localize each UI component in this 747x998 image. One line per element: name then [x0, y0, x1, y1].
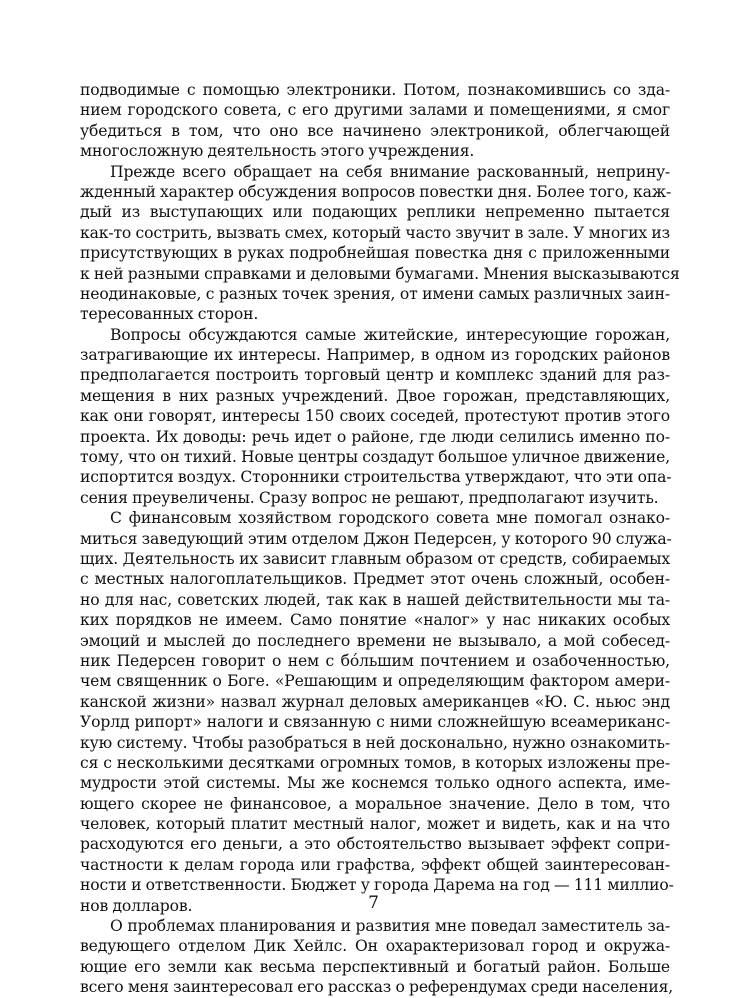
text-line: затрагивающие их интересы. Например, в одном из городских районов [80, 346, 670, 365]
text-line: миться заведующий этим отделом Джон Педерсен, у которого 90 служа- [80, 529, 672, 548]
text-line: с местных налогоплательщиков. Предмет этот очень сложный, особен- [80, 570, 670, 589]
text-line: эмоций и мыслей до последнего времени не вызывало, а мой собесед- [80, 631, 670, 650]
text-line: всего меня заинтересовал его рассказ о референдумах среди населения, [80, 978, 674, 997]
text-line: О проблемах планирования и развития мне поведал заместитель за- [110, 917, 670, 936]
paragraph [80, 916, 674, 998]
text-line: проекта. Их доводы: речь идет о районе, где люди селились именно по- [80, 427, 670, 446]
text-line: ся с несколькими десятками огромных томов, в которых изложены пре- [80, 753, 670, 772]
text-line: дый из выступающих или подающих реплики непременно пытается [80, 203, 670, 222]
text-line: многосложную деятельность этого учреждения. [80, 142, 475, 161]
text-line: неодинаковые, с разных точек зрения, от имени самых различных заин- [80, 284, 670, 303]
text-line: частности к делам города или графства, эффект общей заинтересован- [80, 855, 670, 874]
text-line: но для нас, советских людей, так как в нашей действительности мы та- [80, 590, 670, 609]
text-line: человек, который платит местный налог, может и видеть, как и на что [80, 815, 670, 834]
text-line: тересованных сторон. [80, 305, 259, 324]
text-line: мудрости этой системы. Мы же коснемся только одного аспекта, име- [80, 774, 670, 793]
paragraph [80, 325, 670, 509]
text-line: предполагается построить торговый центр и комплекс зданий для раз- [80, 366, 670, 385]
body-text [80, 80, 680, 998]
paragraph [80, 508, 674, 916]
text-line: к ней разными справками и деловыми бумагами. Мнения высказываются [80, 264, 680, 283]
text-line: тому, что он тихий. Новые центры создадут большое уличное движение, [80, 448, 670, 467]
text-line: канской жизни» назвал журнал деловых американцев «Ю. С. ньюс энд [80, 692, 670, 711]
text-line: Уорлд рипорт» налоги и связанную с ними сложнейшую всеамериканс- [80, 713, 670, 732]
text-line: С финансовым хозяйством городского совета мне помогал ознако- [110, 509, 670, 528]
text-line: ник Педерсен говорит о нем с бо́льшим почтением и озабоченностью, [80, 651, 670, 670]
text-line: расходуются его деньги, а это обстоятельство вызывает эффект сопри- [80, 835, 670, 854]
text-line: присутствующих в руках подробнейшая повестка дня с приложенными [80, 244, 670, 263]
text-line: щих. Деятельность их зависит главным образом от средств, собираемых [80, 549, 670, 568]
text-line: ности и ответственности. Бюджет у города Дарема на год — 111 миллио- [80, 876, 674, 895]
text-line: мещения в них разных учреждений. Двое горожан, представляющих, [80, 386, 670, 405]
text-line: ких порядков не имеем. Само понятие «налог» у нас никаких особых [80, 611, 670, 630]
text-line: ведующего отделом Дик Хейлс. Он охарактеризовал город и окружа- [80, 937, 670, 956]
page-number: 7 [368, 893, 379, 913]
text-line: как они говорят, интересы 150 своих соседей, протестуют против этого [80, 407, 670, 426]
text-line: убедиться в том, что оно все начинено электроникой, облегчающей [80, 121, 670, 140]
text-line: нием городского совета, с его другими залами и помещениями, я смог [80, 101, 670, 120]
text-line: испортится воздух. Сторонники строительства утверждают, что эти опа- [80, 468, 672, 487]
paragraph [80, 162, 680, 325]
text-line: как-то сострить, вызвать смех, который часто звучит в зале. У многих из [80, 223, 670, 242]
text-line: Вопросы обсуждаются самые житейские, интересующие горожан, [110, 325, 670, 344]
text-line: кую систему. Чтобы разобраться в ней досконально, нужно ознакомить- [80, 733, 670, 752]
text-line: нов долларов. [80, 896, 193, 915]
paragraph [80, 80, 670, 162]
text-line: подводимые с помощью электроники. Потом, познакомившись со зда- [80, 81, 670, 99]
text-line: ющего скорее не финансовое, а моральное значение. Дело в том, что [80, 794, 670, 813]
text-line: чем священник о Боге. «Решающим и определяющим фактором амери- [80, 672, 670, 691]
text-line: сения преувеличены. Сразу вопрос не решают, предполагают изучить. [80, 488, 659, 507]
text-line: Прежде всего обращает на себя внимание раскованный, непринy- [110, 162, 670, 181]
text-line: ющие его земли как весьма перспективный и богатый район. Больше [80, 957, 670, 976]
text-line: жденный характер обсуждения вопросов повестки дня. Более того, каж- [80, 182, 672, 201]
